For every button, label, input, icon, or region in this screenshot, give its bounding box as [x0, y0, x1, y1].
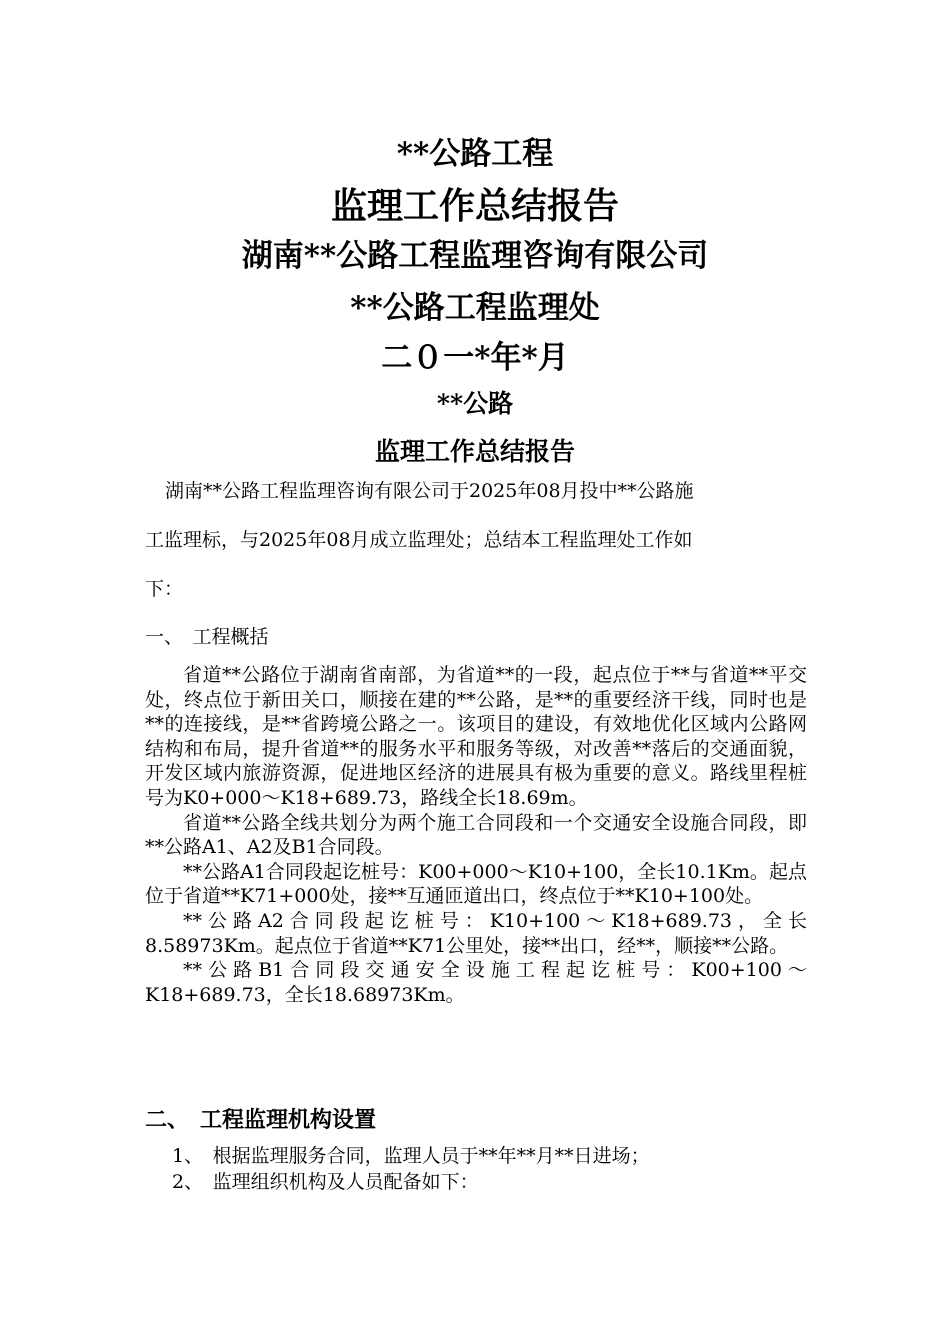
section-1-heading: 一、 工程概括	[145, 626, 269, 648]
cover-company-name: 湖南**公路工程监理咨询有限公司	[241, 238, 709, 274]
cover-project-name: **公路工程	[396, 136, 554, 172]
intro-line-3: 下：	[145, 578, 184, 600]
intro-line-2: 工监理标，与2025年08月成立监理处；总结本工程监理处工作如	[145, 529, 693, 551]
section-1-body	[145, 663, 807, 1007]
a2-section-paragraph: **公路A2合同段起讫桩号：K10+100～K18+689.73，全长8.58973Km。起点位于省道**K71公里处，接**出口，经**，顺接**公路。	[145, 909, 807, 957]
a1-section-paragraph: **公路A1合同段起讫桩号：K00+000～K10+100，全长10.1Km。起点位于省道**K71+000处，接**互通匝道出口，终点位于**K10+100处。	[145, 860, 807, 908]
cover-report-title: 监理工作总结报告	[330, 185, 619, 227]
cover-date: 二０一*年*月	[381, 340, 569, 376]
intro-line-1: 湖南**公路工程监理咨询有限公司于2025年08月投中**公路施	[165, 480, 694, 502]
route-overview-paragraph: 省道**公路位于湖南省南部，为省道**的一段，起点位于**与省道**平交处，终点位于新田关口，顺接在建的**公路，是**的重要经济干线，同时也是**的连接线，是**省跨境公路之一。该项目的建设，有效地优化区域内公路网结构和布局，提升省道**的服务水平和服务等级，对改善**落后的交通面貌，开发区域内旅游资源，促进地区经济的进展具有极为重要的意义。路线里程桩号为K0+000～K18+689.73，路线全长18.69m。	[145, 664, 807, 809]
b1-section-paragraph: **公路B1合同段交通安全设施工程起讫桩号：K00+100～K18+689.73，全长18.68973Km。	[145, 959, 807, 1006]
section-2-item-2: 2、 监理组织机构及人员配备如下：	[172, 1171, 479, 1193]
doc-project-title: **公路	[436, 389, 514, 418]
contract-sections-paragraph: 省道**公路全线共划分为两个施工合同段和一个交通安全设施合同段，即**公路A1、A2及B1合同段。	[145, 811, 807, 859]
cover-office-name: **公路工程监理处	[350, 290, 600, 326]
section-2-heading: 二、 工程监理机构设置	[145, 1107, 377, 1133]
section-2-item-1: 1、 根据监理服务合同，监理人员于**年**月**日进场；	[172, 1145, 650, 1167]
doc-report-title: 监理工作总结报告	[374, 437, 575, 466]
